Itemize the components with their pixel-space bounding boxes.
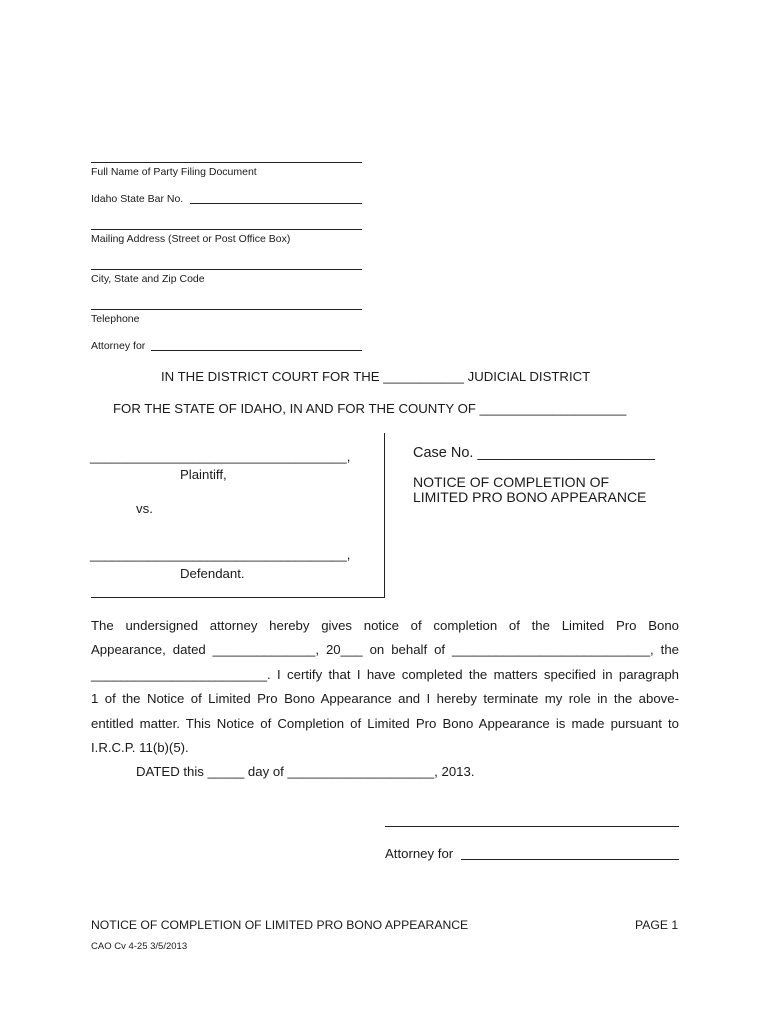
court-heading-line1: IN THE DISTRICT COURT FOR THE ___________ JUDICIAL DISTRICT bbox=[161, 369, 591, 384]
telephone-line[interactable] bbox=[91, 309, 362, 310]
paragraph-line: I.R.C.P. 11(b)(5). bbox=[91, 740, 189, 756]
paragraph-line: Appearance, dated ______________, 20___ on behalf of ___________________________, the bbox=[91, 642, 679, 658]
bar-no-label: Idaho State Bar No. bbox=[91, 193, 184, 205]
dated-line[interactable]: DATED this _____ day of ____________________, 2013. bbox=[136, 764, 475, 779]
mailing-address-line[interactable] bbox=[91, 229, 362, 230]
paragraph-line: entitled matter. This Notice of Completion of Limited Pro Bono Appearance is made pursuant to bbox=[91, 715, 679, 731]
caption-vertical-divider bbox=[384, 433, 385, 598]
document-title-line2: LIMITED PRO BONO APPEARANCE bbox=[413, 489, 647, 505]
document-title-line1: NOTICE OF COMPLETION OF bbox=[413, 474, 610, 490]
vs-label: vs. bbox=[136, 501, 153, 516]
paragraph-line: The undersigned attorney hereby gives notice of completion of the Limited Pro Bono bbox=[91, 618, 679, 633]
attorney-for-label: Attorney for bbox=[91, 340, 146, 352]
plaintiff-label: Plaintiff, bbox=[180, 467, 227, 482]
paragraph-line: ________________________. I certify that I have completed the matters specified in paragraph bbox=[91, 666, 679, 682]
full-name-label: Full Name of Party Filing Document bbox=[91, 166, 257, 178]
attorney-for-line[interactable] bbox=[151, 350, 362, 351]
footer-form-code: CAO Cv 4-25 3/5/2013 bbox=[91, 941, 188, 952]
caption-bottom-divider bbox=[91, 597, 385, 598]
case-number[interactable]: Case No. ______________________ bbox=[413, 445, 655, 461]
footer-title: NOTICE OF COMPLETION OF LIMITED PRO BONO APPEARANCE bbox=[91, 918, 469, 932]
city-state-zip-line[interactable] bbox=[91, 269, 362, 270]
defendant-line[interactable]: ___________________________________, bbox=[90, 547, 351, 562]
signature-attorney-for-line[interactable] bbox=[461, 859, 679, 860]
city-state-zip-label: City, State and Zip Code bbox=[91, 273, 205, 285]
court-heading-line2: FOR THE STATE OF IDAHO, IN AND FOR THE COUNTY OF ____________________ bbox=[113, 401, 627, 416]
paragraph-line: 1 of the Notice of Limited Pro Bono Appearance and I hereby terminate my role in the above- bbox=[91, 691, 679, 707]
footer-page-number: PAGE 1 bbox=[635, 918, 679, 932]
telephone-label: Telephone bbox=[91, 313, 140, 325]
full-name-line[interactable] bbox=[91, 162, 362, 163]
defendant-label: Defendant. bbox=[180, 566, 245, 581]
signature-line[interactable] bbox=[385, 826, 679, 827]
plaintiff-line[interactable]: ___________________________________, bbox=[90, 449, 351, 464]
mailing-address-label: Mailing Address (Street or Post Office Box) bbox=[91, 233, 291, 245]
bar-no-line[interactable] bbox=[190, 203, 362, 204]
notice-paragraph bbox=[91, 614, 679, 760]
signature-attorney-for-label: Attorney for bbox=[385, 846, 454, 861]
